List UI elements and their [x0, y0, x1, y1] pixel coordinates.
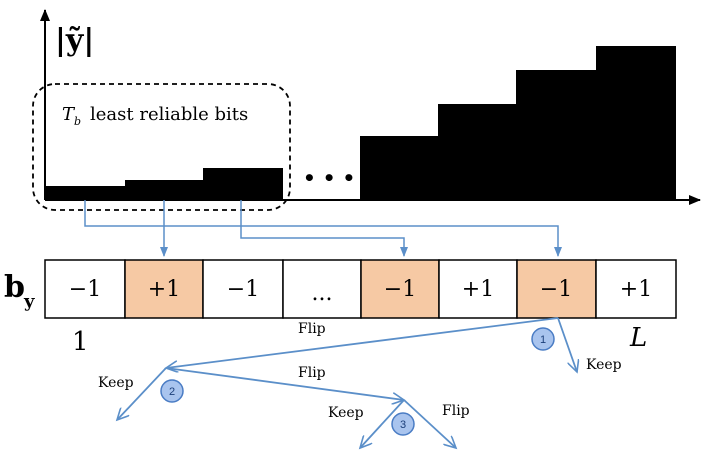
bar-4	[360, 136, 438, 200]
flip-label-top: Flip	[298, 321, 326, 337]
keep-arrow-1	[558, 318, 577, 372]
y-axis-label: |ỹ|	[55, 23, 95, 58]
ellipsis-top: • • •	[303, 166, 356, 190]
keep-label-3: Keep	[328, 405, 364, 421]
svg-text:3: 3	[399, 419, 407, 431]
vector-cell-text-7: +1	[619, 277, 653, 302]
bit-connectors	[85, 200, 558, 256]
svg-text:2: 2	[168, 386, 176, 398]
svg-text:1: 1	[539, 334, 547, 346]
vector-label: b	[4, 270, 25, 305]
vector-cell-text-4: −1	[383, 277, 417, 302]
bar-6	[516, 70, 596, 200]
vector-cell-text-0: −1	[68, 277, 102, 302]
flip-label-2: Flip	[298, 365, 326, 381]
keep-label-1: Keep	[586, 357, 622, 373]
least-reliable-symbol-sub: b	[74, 115, 82, 128]
start-index: 1	[72, 327, 89, 357]
vector-cell-text-3: ...	[311, 281, 333, 306]
bar-1	[45, 186, 125, 200]
bar-3	[203, 168, 283, 200]
vector-cell-text-2: −1	[226, 277, 260, 302]
bar-5	[438, 104, 516, 200]
least-reliable-symbol: T	[62, 104, 75, 125]
decision-tree	[117, 318, 577, 448]
flip-arrow-2	[166, 368, 404, 400]
vector-label-sub: y	[24, 291, 35, 312]
vector-cells	[45, 260, 676, 318]
flip-arrow-1	[166, 318, 558, 368]
vector-cell-text-5: +1	[461, 277, 495, 302]
vector-cell-text-6: −1	[539, 277, 573, 302]
vector-cell-text-1: +1	[147, 277, 181, 302]
flip-label-3: Flip	[442, 403, 470, 419]
least-reliable-label: least reliable bits	[90, 104, 249, 125]
tree-node-2	[161, 380, 183, 402]
bar-2	[125, 180, 203, 200]
keep-label-2: Keep	[98, 375, 134, 391]
bar-7	[596, 46, 676, 200]
tree-node-3	[392, 413, 414, 435]
end-index: L	[630, 323, 648, 353]
tree-node-1	[532, 328, 554, 350]
